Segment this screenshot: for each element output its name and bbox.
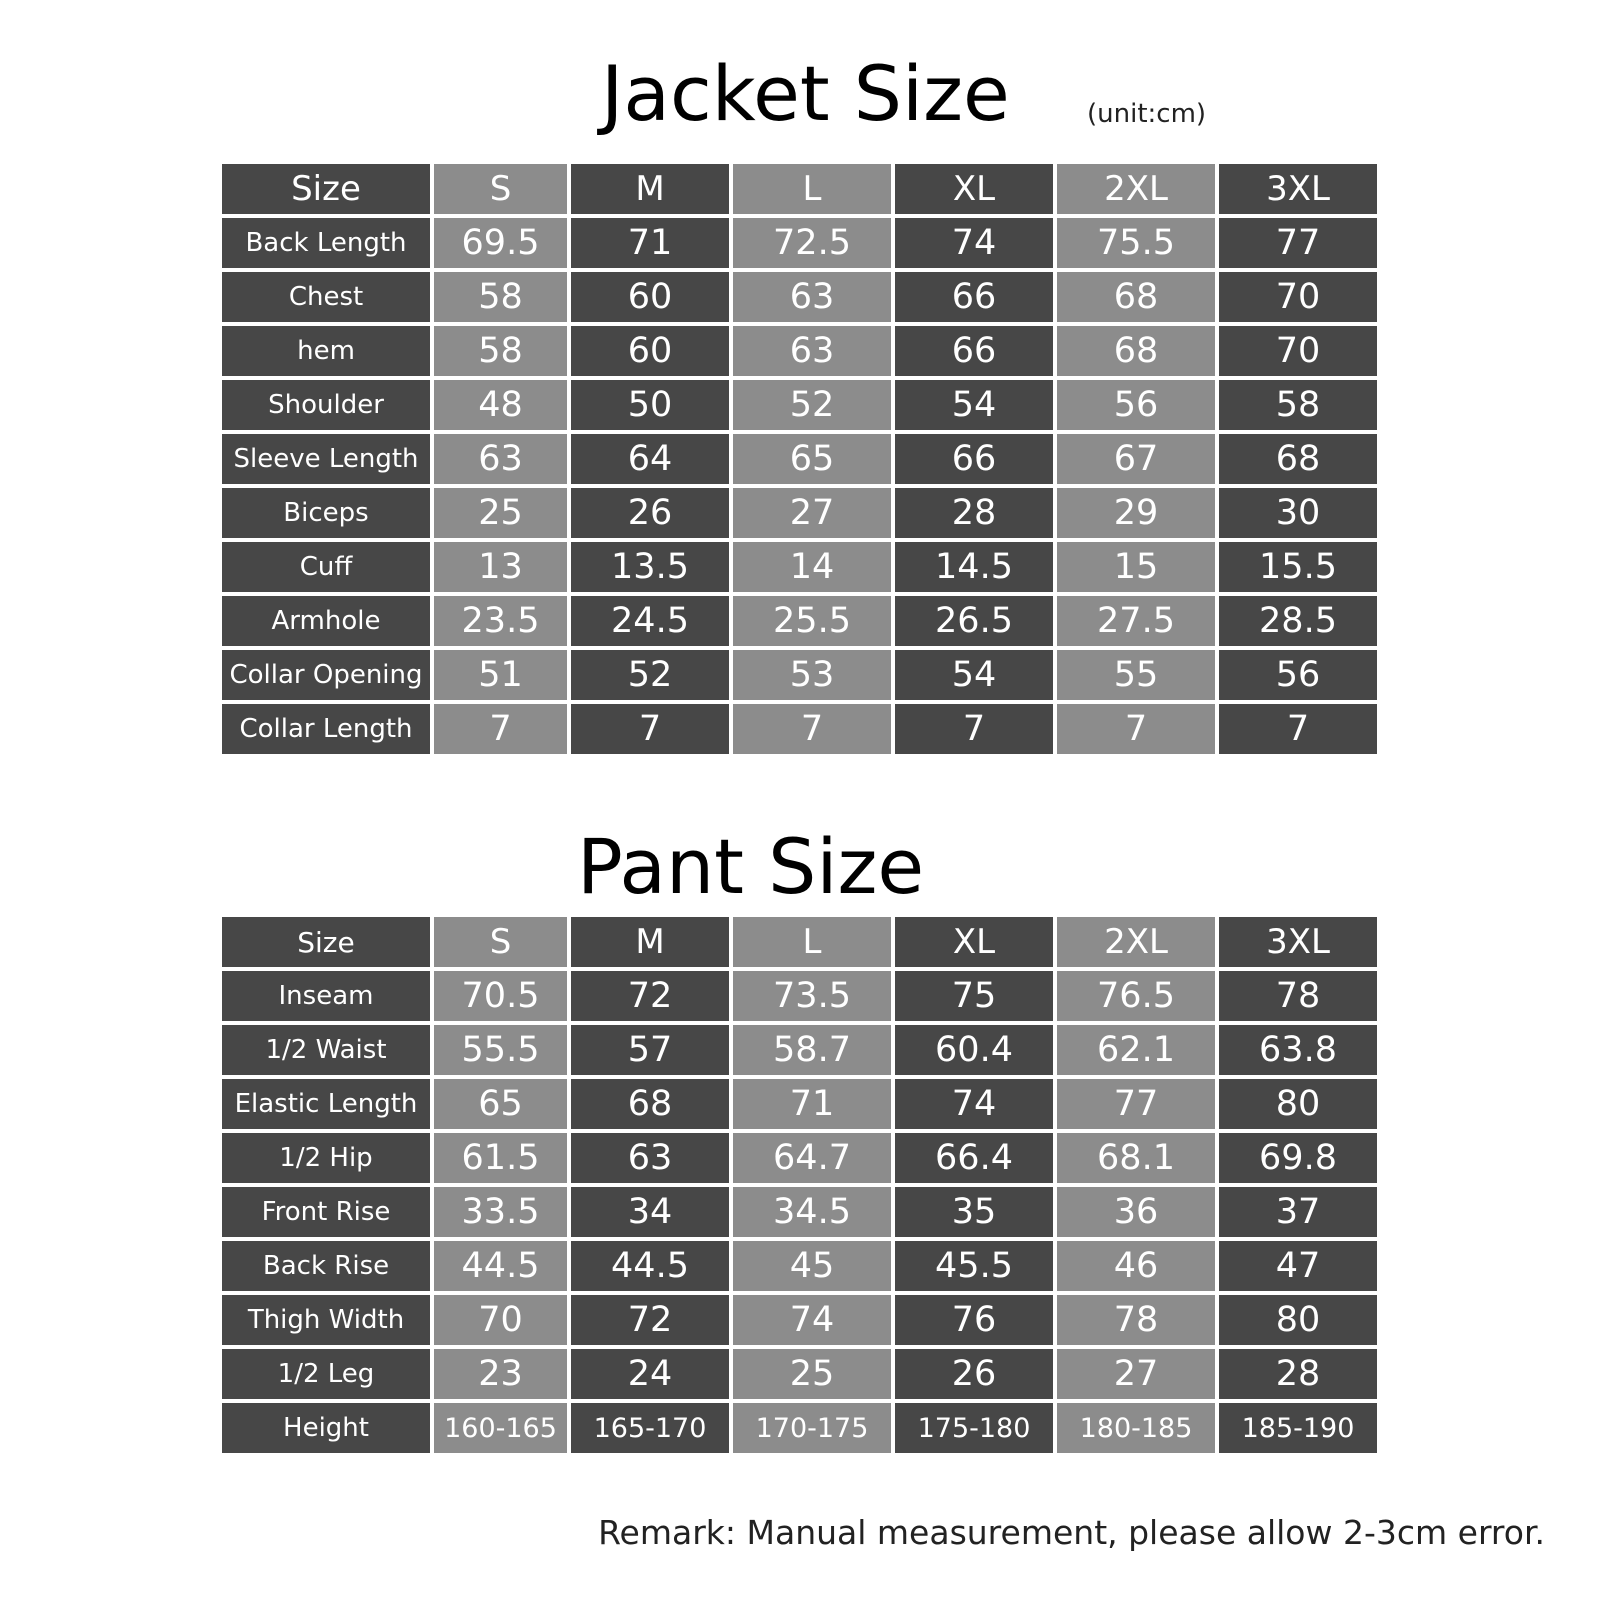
jacket-cell: 56 <box>1219 650 1377 700</box>
jacket-cell: 7 <box>895 704 1053 754</box>
pant-cell: 60.4 <box>895 1025 1053 1075</box>
pant-header-size-xl: XL <box>895 917 1053 967</box>
pant-cell: 58.7 <box>733 1025 891 1075</box>
pant-cell: 33.5 <box>434 1187 567 1237</box>
pant-cell: 72 <box>571 1295 729 1345</box>
jacket-cell: 14 <box>733 542 891 592</box>
jacket-cell: 68 <box>1057 272 1215 322</box>
pant-cell: 23 <box>434 1349 567 1399</box>
jacket-cell: 51 <box>434 650 567 700</box>
pant-cell: 35 <box>895 1187 1053 1237</box>
jacket-row <box>222 542 1377 592</box>
pant-cell: 75 <box>895 971 1053 1021</box>
pant-cell: 68.1 <box>1057 1133 1215 1183</box>
pant-row <box>222 1025 1377 1075</box>
pant-cell: 45 <box>733 1241 891 1291</box>
jacket-title: Jacket Size <box>601 49 1010 138</box>
jacket-cell: 29 <box>1057 488 1215 538</box>
pant-cell: 72 <box>571 971 729 1021</box>
pant-header-size-l: L <box>733 917 891 967</box>
pant-title: Pant Size <box>577 822 925 911</box>
pant-header-size-s: S <box>434 917 567 967</box>
jacket-cell: 27 <box>733 488 891 538</box>
pant-row <box>222 1241 1377 1291</box>
jacket-row <box>222 272 1377 322</box>
jacket-cell: 70 <box>1219 272 1377 322</box>
jacket-cell: 30 <box>1219 488 1377 538</box>
jacket-cell: 63 <box>733 326 891 376</box>
pant-row-label: Elastic Length <box>222 1079 430 1129</box>
jacket-cell: 54 <box>895 650 1053 700</box>
pant-cell: 66.4 <box>895 1133 1053 1183</box>
jacket-cell: 56 <box>1057 380 1215 430</box>
pant-cell: 37 <box>1219 1187 1377 1237</box>
pant-row <box>222 1187 1377 1237</box>
jacket-row-label: Back Length <box>222 218 430 268</box>
jacket-header-size-m: M <box>571 164 729 214</box>
pant-cell: 44.5 <box>571 1241 729 1291</box>
jacket-row <box>222 596 1377 646</box>
pant-cell: 64.7 <box>733 1133 891 1183</box>
pant-cell: 165-170 <box>571 1403 729 1453</box>
pant-cell: 55.5 <box>434 1025 567 1075</box>
pant-header-size-m: M <box>571 917 729 967</box>
jacket-row <box>222 704 1377 754</box>
jacket-row <box>222 650 1377 700</box>
pant-cell: 160-165 <box>434 1403 567 1453</box>
pant-cell: 70 <box>434 1295 567 1345</box>
jacket-cell: 60 <box>571 272 729 322</box>
pant-row <box>222 1295 1377 1345</box>
jacket-cell: 54 <box>895 380 1053 430</box>
pant-cell: 175-180 <box>895 1403 1053 1453</box>
pant-header-size-2xl: 2XL <box>1057 917 1215 967</box>
jacket-row-label: Shoulder <box>222 380 430 430</box>
pant-row <box>222 1079 1377 1129</box>
jacket-header-size-s: S <box>434 164 567 214</box>
jacket-cell: 68 <box>1057 326 1215 376</box>
jacket-cell: 53 <box>733 650 891 700</box>
pant-cell: 69.8 <box>1219 1133 1377 1183</box>
pant-row-label: Back Rise <box>222 1241 430 1291</box>
jacket-cell: 66 <box>895 434 1053 484</box>
jacket-cell: 7 <box>733 704 891 754</box>
jacket-cell: 68 <box>1219 434 1377 484</box>
jacket-row <box>222 218 1377 268</box>
pant-cell: 44.5 <box>434 1241 567 1291</box>
pant-cell: 70.5 <box>434 971 567 1021</box>
pant-row-label: 1/2 Leg <box>222 1349 430 1399</box>
pant-header-size-3xl: 3XL <box>1219 917 1377 967</box>
jacket-header-size-l: L <box>733 164 891 214</box>
pant-cell: 76.5 <box>1057 971 1215 1021</box>
jacket-header-size-3xl: 3XL <box>1219 164 1377 214</box>
pant-cell: 36 <box>1057 1187 1215 1237</box>
pant-cell: 73.5 <box>733 971 891 1021</box>
jacket-cell: 15 <box>1057 542 1215 592</box>
jacket-cell: 52 <box>571 650 729 700</box>
jacket-cell: 71 <box>571 218 729 268</box>
jacket-header-size-xl: XL <box>895 164 1053 214</box>
jacket-cell: 26.5 <box>895 596 1053 646</box>
jacket-cell: 75.5 <box>1057 218 1215 268</box>
jacket-cell: 7 <box>1057 704 1215 754</box>
pant-row-label: Height <box>222 1403 430 1453</box>
pant-cell: 71 <box>733 1079 891 1129</box>
jacket-row-label: hem <box>222 326 430 376</box>
pant-cell: 78 <box>1219 971 1377 1021</box>
jacket-cell: 25 <box>434 488 567 538</box>
pant-cell: 74 <box>733 1295 891 1345</box>
pant-header-row <box>222 917 1377 967</box>
pant-cell: 76 <box>895 1295 1053 1345</box>
pant-row-label: Thigh Width <box>222 1295 430 1345</box>
jacket-cell: 70 <box>1219 326 1377 376</box>
pant-cell: 68 <box>571 1079 729 1129</box>
pant-cell: 61.5 <box>434 1133 567 1183</box>
pant-cell: 77 <box>1057 1079 1215 1129</box>
jacket-cell: 7 <box>1219 704 1377 754</box>
jacket-cell: 63 <box>733 272 891 322</box>
jacket-row-label: Sleeve Length <box>222 434 430 484</box>
jacket-cell: 14.5 <box>895 542 1053 592</box>
pant-cell: 185-190 <box>1219 1403 1377 1453</box>
jacket-header-size-2xl: 2XL <box>1057 164 1215 214</box>
jacket-cell: 52 <box>733 380 891 430</box>
jacket-cell: 58 <box>434 272 567 322</box>
jacket-cell: 65 <box>733 434 891 484</box>
jacket-cell: 50 <box>571 380 729 430</box>
jacket-cell: 15.5 <box>1219 542 1377 592</box>
jacket-cell: 28.5 <box>1219 596 1377 646</box>
pant-cell: 34 <box>571 1187 729 1237</box>
pant-cell: 65 <box>434 1079 567 1129</box>
pant-cell: 25 <box>733 1349 891 1399</box>
jacket-cell: 13.5 <box>571 542 729 592</box>
pant-cell: 46 <box>1057 1241 1215 1291</box>
pant-cell: 80 <box>1219 1079 1377 1129</box>
pant-cell: 170-175 <box>733 1403 891 1453</box>
pant-cell: 28 <box>1219 1349 1377 1399</box>
measurement-remark: Remark: Manual measurement, please allow 2-3cm error. <box>598 1513 1545 1552</box>
jacket-cell: 64 <box>571 434 729 484</box>
pant-cell: 27 <box>1057 1349 1215 1399</box>
unit-note: (unit:cm) <box>1087 99 1207 129</box>
pant-size-table <box>218 913 1381 1457</box>
pant-row <box>222 1133 1377 1183</box>
jacket-cell: 26 <box>571 488 729 538</box>
jacket-row-label: Armhole <box>222 596 430 646</box>
jacket-cell: 24.5 <box>571 596 729 646</box>
jacket-row <box>222 434 1377 484</box>
jacket-cell: 23.5 <box>434 596 567 646</box>
pant-row-label: Front Rise <box>222 1187 430 1237</box>
jacket-row <box>222 326 1377 376</box>
jacket-header-row <box>222 164 1377 214</box>
jacket-cell: 60 <box>571 326 729 376</box>
jacket-cell: 74 <box>895 218 1053 268</box>
pant-row <box>222 971 1377 1021</box>
jacket-cell: 48 <box>434 380 567 430</box>
jacket-row-label: Chest <box>222 272 430 322</box>
pant-cell: 45.5 <box>895 1241 1053 1291</box>
jacket-cell: 25.5 <box>733 596 891 646</box>
pant-cell: 78 <box>1057 1295 1215 1345</box>
pant-cell: 74 <box>895 1079 1053 1129</box>
pant-cell: 24 <box>571 1349 729 1399</box>
jacket-cell: 77 <box>1219 218 1377 268</box>
jacket-cell: 27.5 <box>1057 596 1215 646</box>
jacket-header-size-label: Size <box>222 164 430 214</box>
jacket-row <box>222 380 1377 430</box>
jacket-row-label: Cuff <box>222 542 430 592</box>
jacket-size-table <box>218 160 1381 758</box>
jacket-cell: 7 <box>571 704 729 754</box>
jacket-row-label: Biceps <box>222 488 430 538</box>
jacket-cell: 55 <box>1057 650 1215 700</box>
jacket-cell: 7 <box>434 704 567 754</box>
pant-row-label: 1/2 Waist <box>222 1025 430 1075</box>
jacket-row-label: Collar Length <box>222 704 430 754</box>
pant-row-label: 1/2 Hip <box>222 1133 430 1183</box>
jacket-row <box>222 488 1377 538</box>
pant-cell: 34.5 <box>733 1187 891 1237</box>
jacket-cell: 66 <box>895 326 1053 376</box>
pant-cell: 63 <box>571 1133 729 1183</box>
jacket-cell: 63 <box>434 434 567 484</box>
jacket-cell: 58 <box>434 326 567 376</box>
jacket-cell: 72.5 <box>733 218 891 268</box>
pant-cell: 80 <box>1219 1295 1377 1345</box>
pant-row <box>222 1403 1377 1453</box>
pant-row <box>222 1349 1377 1399</box>
jacket-cell: 13 <box>434 542 567 592</box>
jacket-cell: 69.5 <box>434 218 567 268</box>
pant-cell: 26 <box>895 1349 1053 1399</box>
pant-cell: 47 <box>1219 1241 1377 1291</box>
jacket-cell: 67 <box>1057 434 1215 484</box>
jacket-cell: 66 <box>895 272 1053 322</box>
jacket-cell: 28 <box>895 488 1053 538</box>
pant-cell: 180-185 <box>1057 1403 1215 1453</box>
pant-cell: 63.8 <box>1219 1025 1377 1075</box>
pant-cell: 62.1 <box>1057 1025 1215 1075</box>
pant-row-label: Inseam <box>222 971 430 1021</box>
pant-cell: 57 <box>571 1025 729 1075</box>
pant-header-size-label: Size <box>222 917 430 967</box>
jacket-row-label: Collar Opening <box>222 650 430 700</box>
jacket-cell: 58 <box>1219 380 1377 430</box>
